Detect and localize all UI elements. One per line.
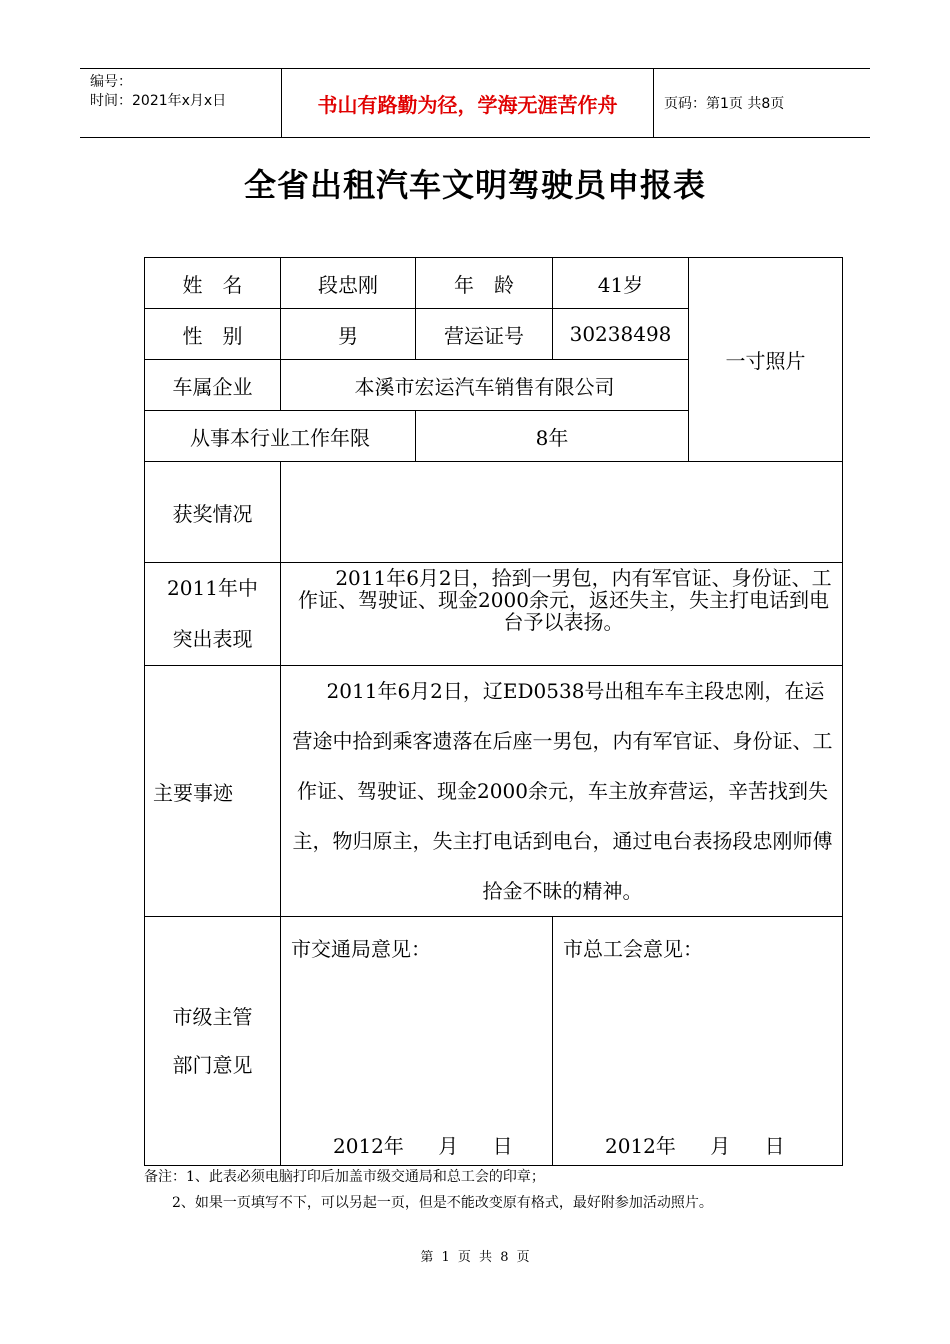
opinion-label: [145, 917, 281, 1166]
gender-label: 性 别: [145, 309, 281, 360]
opinion-label-line1: 市级主管: [172, 1005, 253, 1029]
page-title: 全省出租汽车文明驾驶员申报表: [243, 166, 706, 204]
transport-opinion-label: 市交通局意见：: [291, 937, 431, 961]
gender-value[interactable]: 男: [281, 309, 416, 360]
transport-opinion-box[interactable]: [281, 917, 553, 1166]
transport-opinion-date: 2012年 月 日: [333, 1134, 513, 1158]
age-label: 年 龄: [416, 258, 553, 309]
performance-label-line1: 2011年中: [167, 576, 258, 600]
header-meta: [80, 69, 282, 137]
awards-value[interactable]: [281, 462, 843, 563]
license-value[interactable]: 30238498: [553, 309, 689, 360]
performance-text[interactable]: 2011年6月2日，拾到一男包，内有军官证、身份证、工作证、驾驶证、现金2000余元，返还失主，失主打电话到电台予以表扬。: [281, 563, 843, 666]
header-page-info: 页码：第1页 共8页: [664, 96, 785, 112]
deeds-label: [145, 666, 281, 917]
note-line-2: 2、如果一页填写不下，可以另起一页，但是不能改变原有格式，最好附参加活动照片。: [144, 1195, 713, 1211]
page-footer: 第 1 页 共 8 页: [420, 1250, 530, 1265]
application-form: [144, 257, 843, 1166]
union-opinion-box[interactable]: [553, 917, 843, 1166]
age-value[interactable]: 41岁: [553, 258, 689, 309]
deeds-label-text: 主要事迹: [153, 780, 233, 805]
union-opinion-date: 2012年 月 日: [605, 1134, 785, 1158]
page-header: [80, 68, 870, 138]
name-value[interactable]: 段忠刚: [281, 258, 416, 309]
note-line-1: 备注：1、此表必须电脑打印后加盖市级交通局和总工会的印章；: [144, 1169, 545, 1185]
deeds-text[interactable]: 2011年6月2日，辽ED0538号出租车车主段忠刚，在运营途中拾到乘客遗落在后座一男包，内有军官证、身份证、工作证、驾驶证、现金2000余元，车主放弃营运，辛苦找到失主，物归原主，失主打电话到电台，通过电台表扬段忠刚师傅拾金不昧的精神。: [281, 666, 843, 917]
header-motto: 书山有路勤为径，学海无涯苦作舟: [282, 69, 654, 137]
company-value[interactable]: 本溪市宏运汽车销售有限公司: [281, 360, 689, 411]
name-label: 姓 名: [145, 258, 281, 309]
photo-placeholder[interactable]: 一寸照片: [689, 258, 843, 462]
years-value[interactable]: 8年: [416, 411, 689, 462]
performance-label-line2: 突出表现: [172, 627, 253, 651]
notes: [144, 1164, 713, 1216]
header-number: 编号：: [90, 74, 132, 90]
union-opinion-label: 市总工会意见：: [563, 937, 703, 961]
opinion-label-line2: 部门意见: [172, 1053, 253, 1077]
license-label: 营运证号: [416, 309, 553, 360]
years-label: 从事本行业工作年限: [145, 411, 416, 462]
header-time: 时间：2021年x月x日: [90, 93, 227, 109]
awards-label: 获奖情况: [145, 462, 281, 563]
company-label: 车属企业: [145, 360, 281, 411]
performance-label: [145, 563, 281, 666]
